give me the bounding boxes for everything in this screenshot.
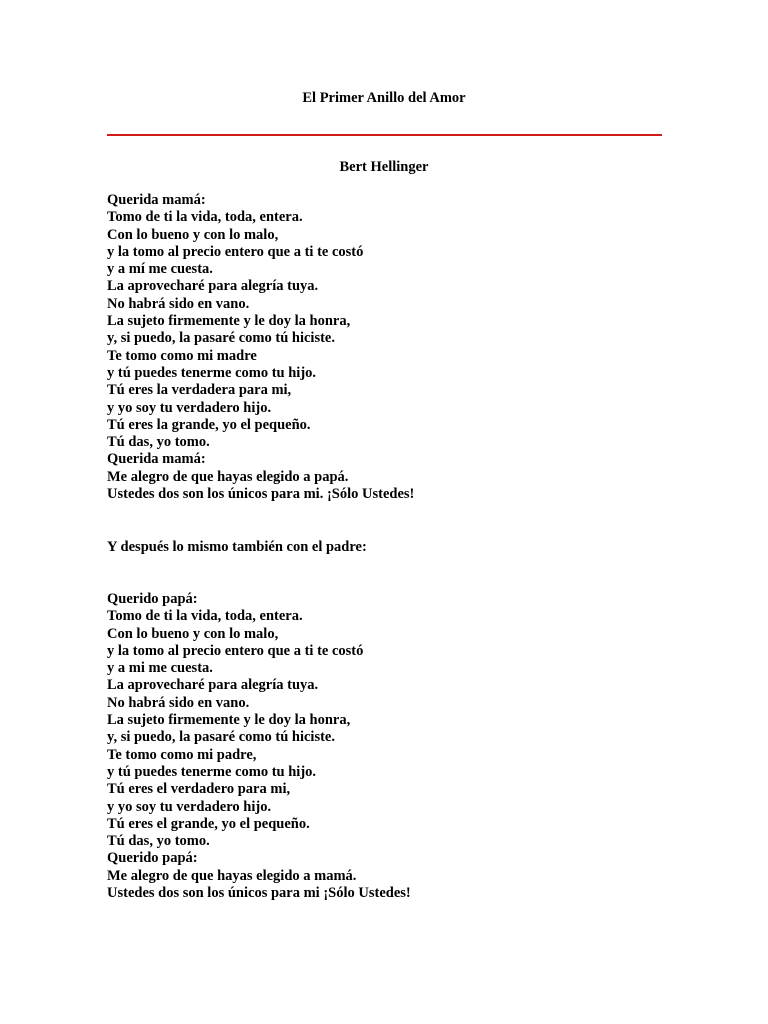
- poem-line: Me alegro de que hayas elegido a papá.: [107, 468, 349, 485]
- poem-line: Querido papá:: [107, 591, 198, 607]
- poem-line: Querida mamá:: [107, 451, 206, 468]
- poem-line: Tú das, yo tomo.: [107, 434, 210, 451]
- poem-line: La sujeto firmemente y le doy la honra,: [107, 712, 351, 729]
- document-title: El Primer Anillo del Amor: [302, 90, 466, 106]
- poem-line: y la tomo al precio entero que a ti te costó: [107, 243, 364, 260]
- poem-line: Querido papá:: [107, 850, 198, 867]
- poem-line: Tú eres el grande, yo el pequeño.: [107, 815, 310, 832]
- poem-line: Tú das, yo tomo.: [107, 833, 210, 850]
- poem-line: La sujeto firmemente y le doy la honra,: [107, 313, 351, 330]
- poem-line: y, si puedo, la pasaré como tú hiciste.: [107, 729, 335, 746]
- poem-line: Tú eres la grande, yo el pequeño.: [107, 416, 311, 433]
- poem-line: Tomo de ti la vida, toda, entera.: [107, 209, 303, 226]
- poem-line: y yo soy tu verdadero hijo.: [107, 798, 272, 815]
- poem-line: y yo soy tu verdadero hijo.: [107, 399, 272, 416]
- poem-line: y tú puedes tenerme como tu hijo.: [107, 763, 317, 780]
- poem-line: La aprovecharé para alegría tuya.: [107, 278, 319, 295]
- poem-line: No habrá sido en vano.: [107, 295, 250, 312]
- poem-line: No habrá sido en vano.: [107, 694, 250, 711]
- poem-line: Tú eres la verdadera para mi,: [107, 382, 292, 399]
- poem-line: y a mi me cuesta.: [107, 660, 213, 677]
- title-divider: [107, 134, 662, 136]
- document-author: Bert Hellinger: [339, 159, 429, 175]
- father-poem: [107, 591, 411, 902]
- poem-line: Tú eres el verdadero para mi,: [107, 781, 291, 798]
- poem-line: y a mí me cuesta.: [107, 261, 213, 278]
- poem-line: Con lo bueno y con lo malo,: [107, 625, 279, 642]
- poem-line: Te tomo como mi padre,: [107, 746, 257, 763]
- poem-line: y tú puedes tenerme como tu hijo.: [107, 364, 317, 381]
- poem-line: Querida mamá:: [107, 192, 206, 208]
- poem-line: Con lo bueno y con lo malo,: [107, 226, 279, 243]
- poem-line: Ustedes dos son los únicos para mi ¡Sólo Ustedes!: [107, 885, 411, 902]
- poem-line: y la tomo al precio entero que a ti te costó: [107, 642, 364, 659]
- poem-line: Ustedes dos son los únicos para mi. ¡Sólo Ustedes!: [107, 486, 415, 503]
- poem-line: y, si puedo, la pasaré como tú hiciste.: [107, 330, 335, 347]
- transition-line: Y después lo mismo también con el padre:: [107, 539, 367, 555]
- poem-line: Tomo de ti la vida, toda, entera.: [107, 608, 303, 625]
- poem-line: Me alegro de que hayas elegido a mamá.: [107, 867, 357, 884]
- poem-line: Te tomo como mi madre: [107, 347, 257, 364]
- mother-poem: [107, 192, 414, 503]
- poem-line: La aprovecharé para alegría tuya.: [107, 677, 319, 694]
